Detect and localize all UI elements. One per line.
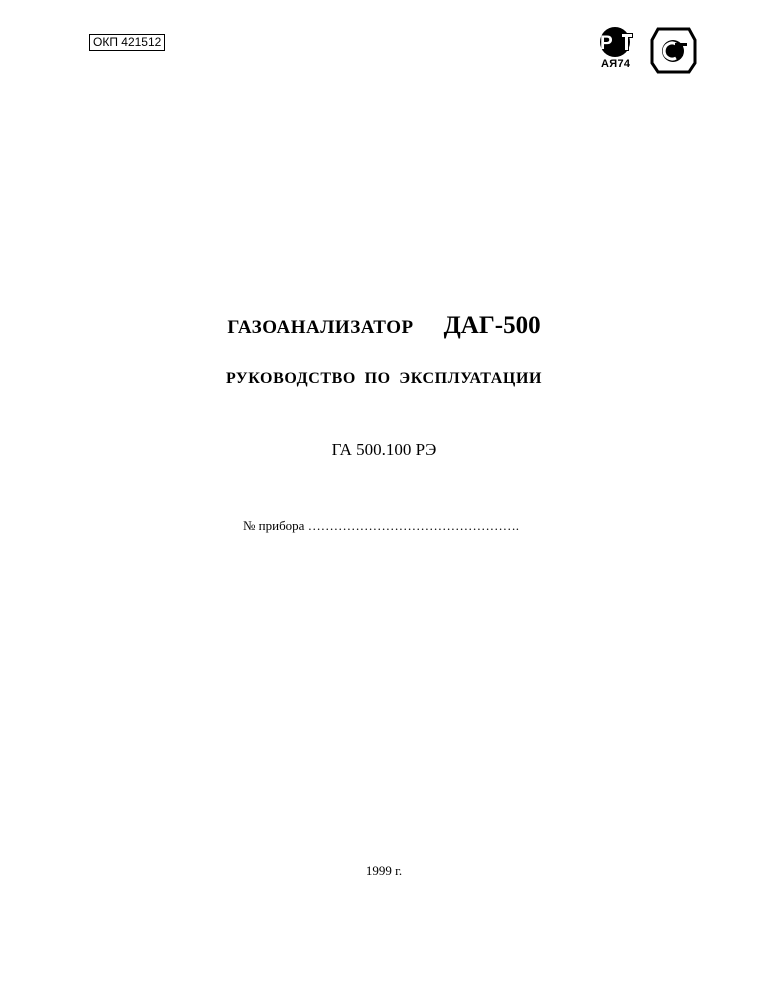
product-name: ГАЗОАНАЛИЗАТОР <box>227 317 414 338</box>
gost-conformity-mark-icon <box>652 29 695 72</box>
document-title <box>0 312 768 340</box>
document-subtitle: РУКОВОДСТВО ПО ЭКСПЛУАТАЦИИ <box>225 370 543 387</box>
okp-code: ОКП 421512 <box>93 35 162 49</box>
device-number-field <box>243 518 519 534</box>
certification-marks <box>596 24 698 74</box>
device-number-label: № прибора <box>243 518 305 533</box>
svg-text:Р: Р <box>600 33 613 54</box>
device-number-placeholder: …………………………………………. <box>307 518 519 533</box>
model-name: ДАГ-500 <box>443 312 541 339</box>
rst-certification-mark-icon <box>600 27 633 57</box>
document-code: ГА 500.100 РЭ <box>331 440 437 459</box>
publication-year: 1999 г. <box>365 863 403 878</box>
okp-code-box <box>89 34 165 51</box>
certification-code: АЯ74 <box>601 58 631 70</box>
